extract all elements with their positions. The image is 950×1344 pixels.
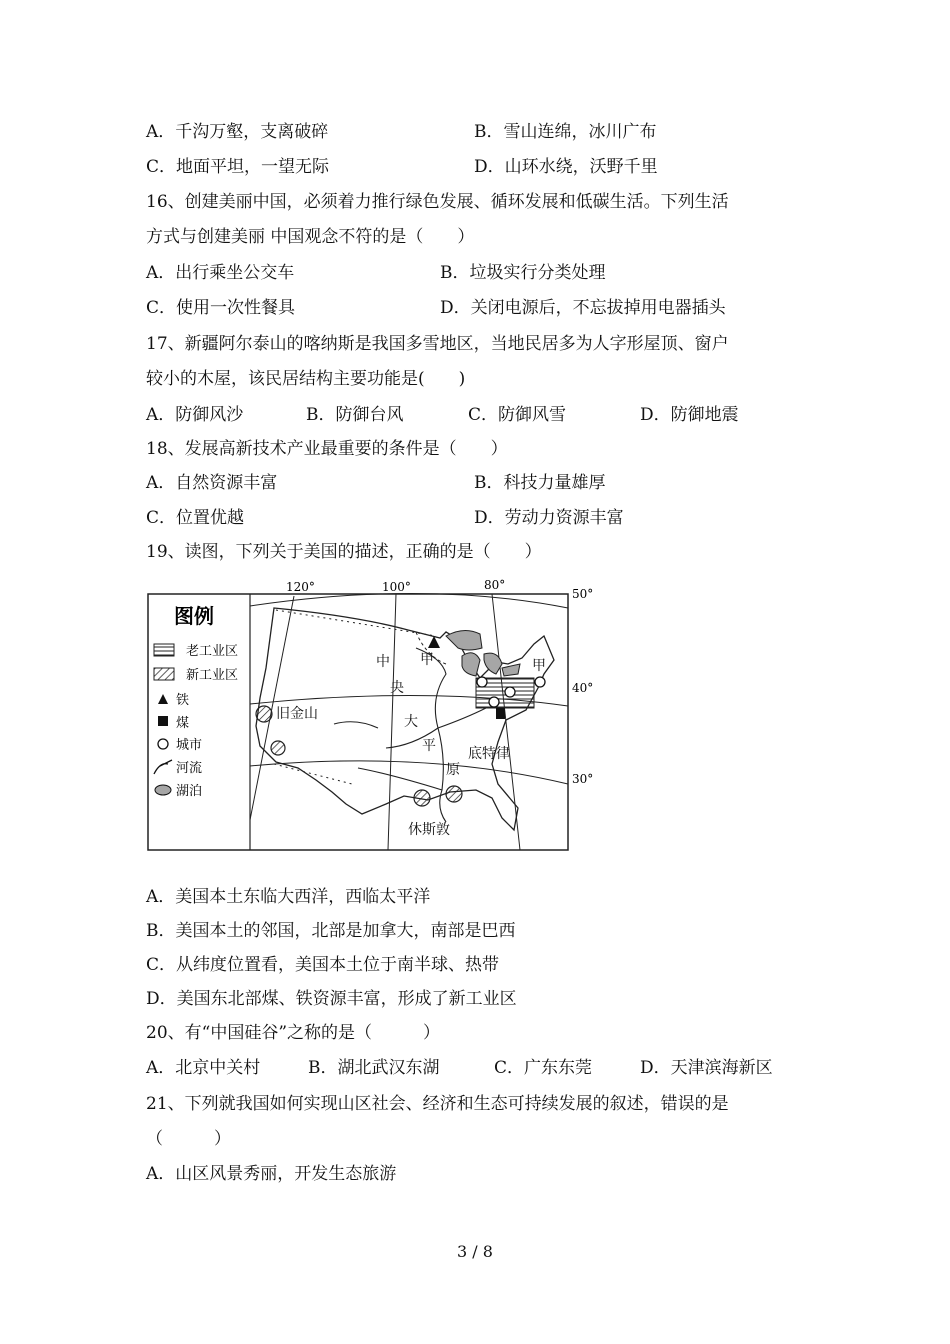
legend-iron: 铁: [176, 693, 190, 708]
coal-square-icon: [158, 716, 168, 726]
q18-options-row-2: [146, 507, 846, 529]
q18-option-b: B．科技力量雄厚: [474, 473, 606, 493]
q17-option-c: C．防御风雪: [468, 405, 567, 425]
q16-options-row-1: [146, 262, 846, 284]
legend-old-industry: 老工业区: [186, 644, 239, 659]
label-plain-3: 大: [404, 714, 418, 730]
q15-option-c: C．地面平坦，一望无际: [146, 157, 330, 177]
legend-city: 城市: [176, 738, 203, 753]
q19-option-c: C．从纬度位置看，美国本土位于南半球、热带: [146, 955, 500, 975]
q17-option-b: B．防御台风: [306, 405, 404, 425]
q17-options-row: [146, 404, 846, 426]
q15-option-a: A．千沟万壑，支离破碎: [146, 122, 329, 142]
legend-title: 图例: [174, 604, 214, 628]
q20-option-d: D．天津滨海新区: [640, 1058, 773, 1078]
q16-options-row-2: [146, 297, 846, 319]
label-jia-west: 甲: [420, 652, 434, 668]
old-industry-legend-swatch: [154, 644, 174, 656]
q20-option-a: A．北京中关村: [146, 1058, 261, 1078]
longitude-100: 100°: [382, 580, 411, 594]
page-number: 3 / 8: [457, 1242, 493, 1261]
label-houston: 休斯敦: [408, 822, 450, 838]
houston-new-industry: [414, 790, 430, 806]
sf-new-industry: [256, 706, 272, 722]
q16-option-a: A．出行乘坐公交车: [146, 263, 295, 283]
q20-option-b: B．湖北武汉东湖: [308, 1058, 440, 1078]
q15-options-row-2: [146, 156, 846, 178]
q19-stem: 19、读图，下列关于美国的描述，正确的是（ ）: [146, 542, 542, 562]
q16-stem-line-1: 16、创建美丽中国，必须着力推行绿色发展、循环发展和低碳生活。下列生活: [146, 192, 729, 212]
q16-option-b: B．垃圾实行分类处理: [440, 263, 606, 283]
latitude-30: 30°: [572, 772, 594, 786]
q16-option-d: D．关闭电源后，不忘拔掉用电器插头: [440, 298, 726, 318]
legend-river: 河流: [176, 761, 203, 776]
nola-new-industry: [446, 786, 462, 802]
q15-options-row-1: [146, 121, 846, 143]
label-detroit: 底特律: [468, 746, 510, 762]
new-industry-legend-swatch: [154, 668, 174, 680]
q21-option-a: A．山区风景秀丽，开发生态旅游: [146, 1164, 397, 1184]
city-circle-icon: [158, 739, 168, 749]
q18-stem: 18、发展高新技术产业最重要的条件是（ ）: [146, 439, 508, 459]
legend-coal: 煤: [176, 716, 190, 731]
longitude-80: 80°: [484, 578, 506, 592]
q18-option-c: C．位置优越: [146, 508, 245, 528]
la-new-industry: [271, 741, 285, 755]
q16-option-c: C．使用一次性餐具: [146, 298, 296, 318]
longitude-120: 120°: [286, 580, 315, 594]
q21-stem-line-1: 21、下列就我国如何实现山区社会、经济和生态可持续发展的叙述，错误的是: [146, 1094, 729, 1114]
latitude-50: 50°: [572, 587, 594, 601]
label-plain-5: 原: [446, 762, 460, 778]
q20-stem: 20、有“中国硅谷”之称的是（ ）: [146, 1023, 441, 1043]
q17-stem-line-1: 17、新疆阿尔泰山的喀纳斯是我国多雪地区，当地民居多为人字形屋顶、窗户: [146, 334, 729, 354]
q15-option-b: B．雪山连绵，冰川广布: [474, 122, 657, 142]
coal-marker: [496, 708, 505, 719]
q18-options-row-1: [146, 472, 846, 494]
legend-new-industry: 新工业区: [186, 668, 239, 683]
city-marker: [505, 687, 515, 697]
city-marker: [477, 677, 487, 687]
q19-option-b: B．美国本土的邻国，北部是加拿大，南部是巴西: [146, 921, 516, 941]
label-san-francisco: 旧金山: [276, 706, 318, 722]
usa-industry-map: [146, 578, 606, 854]
q17-option-a: A．防御风沙: [146, 405, 244, 425]
q17-option-d: D．防御地震: [640, 405, 739, 425]
label-plain-1: 中: [376, 654, 390, 670]
q20-option-c: C．广东东莞: [494, 1058, 593, 1078]
q17-stem-line-2: 较小的木屋，该民居结构主要功能是( ): [146, 369, 466, 389]
q15-option-d: D．山环水绕，沃野千里: [474, 157, 658, 177]
lake-shape-icon: [155, 785, 171, 795]
q16-stem-line-2: 方式与创建美丽 中国观念不符的是（ ）: [146, 227, 475, 247]
label-plain-2: 央: [390, 680, 404, 696]
q21-stem-line-2: （ ）: [146, 1129, 231, 1149]
q20-options-row: [146, 1057, 846, 1079]
q19-option-d: D．美国东北部煤、铁资源丰富，形成了新工业区: [146, 989, 517, 1009]
legend-lake: 湖泊: [176, 784, 203, 799]
q18-option-a: A．自然资源丰富: [146, 473, 278, 493]
city-marker: [535, 677, 545, 687]
label-jia-east: 甲: [532, 658, 546, 674]
latitude-40: 40°: [572, 681, 594, 695]
q18-option-d: D．劳动力资源丰富: [474, 508, 624, 528]
q19-option-a: A．美国本土东临大西洋，西临太平洋: [146, 887, 431, 907]
city-marker: [489, 697, 499, 707]
label-plain-4: 平: [422, 738, 436, 754]
